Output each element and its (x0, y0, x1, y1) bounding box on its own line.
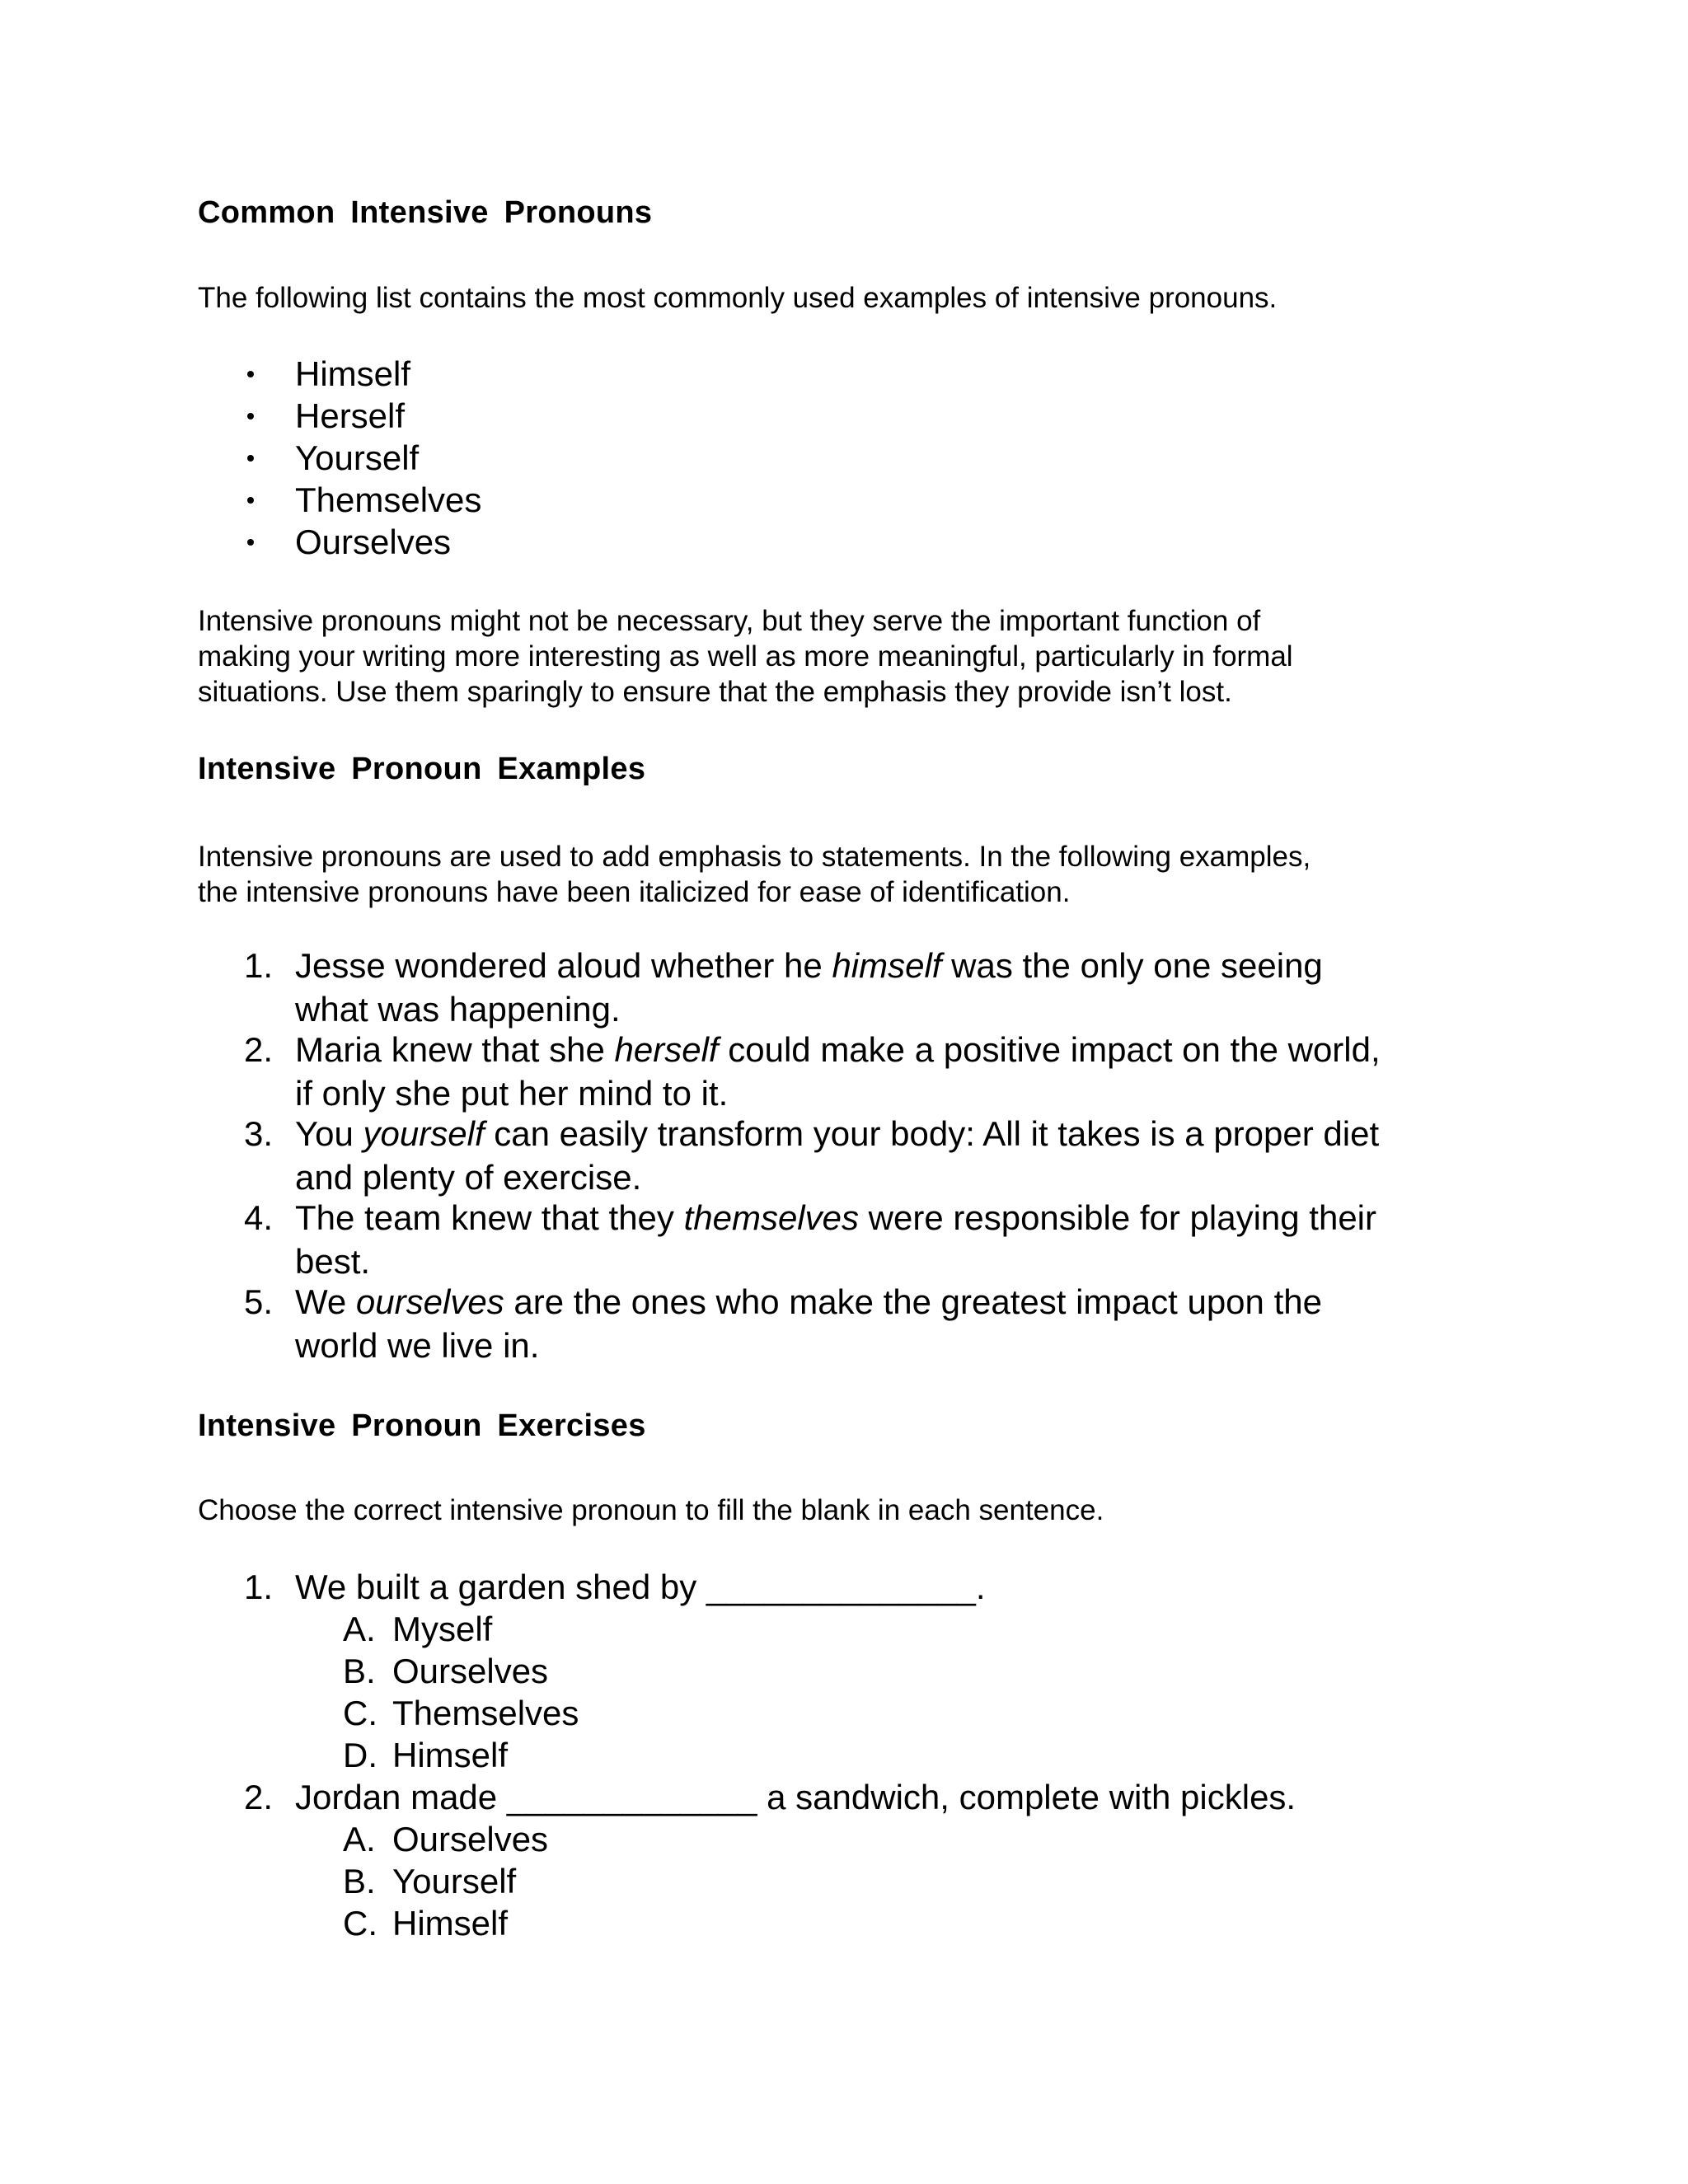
example-text-continued: and plenty of exercise. (295, 1158, 642, 1197)
example-number: 3. (244, 1114, 274, 1153)
example-text (295, 1281, 1322, 1324)
paragraph-line: making your writing more interesting as well as more meaningful, particularly in formal (198, 640, 1293, 673)
exercise-question-text: We built a garden shed by ______________. (295, 1568, 986, 1606)
example-text-before: Jesse wondered aloud whether he (295, 946, 832, 985)
example-text-continued: what was happening. (295, 990, 621, 1029)
example-text-before: The team knew that they (295, 1198, 684, 1237)
example-italic-pronoun: himself (832, 946, 942, 985)
option-text: Ourselves (392, 1820, 549, 1858)
example-number: 1. (244, 946, 274, 985)
exercise-question-text: Jordan made _____________ a sandwich, complete with pickles. (295, 1778, 1296, 1816)
example-text-after: were responsible for playing their (859, 1198, 1376, 1237)
example-italic-pronoun: ourselves (355, 1282, 504, 1321)
heading-common-intensive-pronouns: Common Intensive Pronouns (198, 195, 653, 230)
option-letter: B. (343, 1862, 376, 1900)
exercise-number: 1. (244, 1568, 274, 1606)
example-text-before: Maria knew that she (295, 1030, 615, 1069)
option-letter: C. (343, 1904, 377, 1943)
example-italic-pronoun: themselves (683, 1198, 859, 1237)
bullet-icon (247, 413, 254, 419)
option-text: Himself (392, 1736, 509, 1774)
option-letter: A. (343, 1820, 376, 1858)
bullet-icon (247, 455, 254, 462)
example-text-after: are the ones who make the greatest impact upon the (504, 1282, 1322, 1321)
explanation-paragraph (198, 603, 1467, 710)
example-text-after: can easily transform your body: All it takes is a proper diet (484, 1114, 1380, 1153)
bullet-icon (247, 371, 254, 377)
bullet-text: Ourselves (295, 523, 452, 561)
example-text-continued: if only she put her mind to it. (295, 1074, 729, 1113)
examples-intro-paragraph (198, 839, 1467, 910)
example-text-after: could make a positive impact on the world, (718, 1030, 1381, 1069)
option-text: Ourselves (392, 1652, 549, 1690)
bullet-icon (247, 539, 254, 546)
intro-line: The following list contains the most commonly used examples of intensive pronouns. (198, 282, 1278, 314)
intro-paragraph-1 (198, 280, 1467, 316)
bullet-text: Yourself (295, 438, 420, 477)
paragraph-line: the intensive pronouns have been italicized for ease of identification. (198, 876, 1071, 908)
example-text (295, 1113, 1379, 1155)
option-letter: C. (343, 1694, 377, 1732)
example-text-before: You (295, 1114, 363, 1153)
heading-intensive-pronoun-exercises: Intensive Pronoun Exercises (198, 1408, 646, 1443)
option-letter: A. (343, 1610, 376, 1648)
example-number: 2. (244, 1030, 274, 1069)
example-number: 4. (244, 1198, 274, 1237)
example-text-continued: best. (295, 1242, 371, 1281)
option-text: Themselves (392, 1694, 579, 1732)
exercises-intro-paragraph (198, 1493, 1467, 1528)
option-text: Myself (392, 1610, 493, 1648)
heading-intensive-pronoun-examples: Intensive Pronoun Examples (198, 752, 646, 786)
example-text-before: We (295, 1282, 356, 1321)
example-text (295, 1197, 1376, 1240)
example-text (295, 944, 1323, 987)
paragraph-line: Choose the correct intensive pronoun to fill the blank in each sentence. (198, 1494, 1104, 1526)
bullet-text: Themselves (295, 480, 482, 519)
example-italic-pronoun: yourself (363, 1114, 485, 1153)
paragraph-line: Intensive pronouns might not be necessary, but they serve the important function of (198, 605, 1261, 637)
option-text: Yourself (392, 1862, 517, 1900)
example-text-continued: world we live in. (295, 1326, 540, 1365)
paragraph-line: situations. Use them sparingly to ensure that the emphasis they provide isn’t lost. (198, 676, 1232, 708)
bullet-icon (247, 497, 254, 504)
example-text-after: was the only one seeing (941, 946, 1323, 985)
bullet-text: Herself (295, 396, 406, 435)
example-text (295, 1029, 1381, 1071)
exercise-number: 2. (244, 1778, 274, 1816)
option-letter: B. (343, 1652, 376, 1690)
example-number: 5. (244, 1282, 274, 1321)
option-text: Himself (392, 1904, 509, 1943)
example-italic-pronoun: herself (614, 1030, 719, 1069)
bullet-text: Himself (295, 354, 411, 393)
paragraph-line: Intensive pronouns are used to add emphasis to statements. In the following examples, (198, 841, 1311, 873)
option-letter: D. (343, 1736, 377, 1774)
